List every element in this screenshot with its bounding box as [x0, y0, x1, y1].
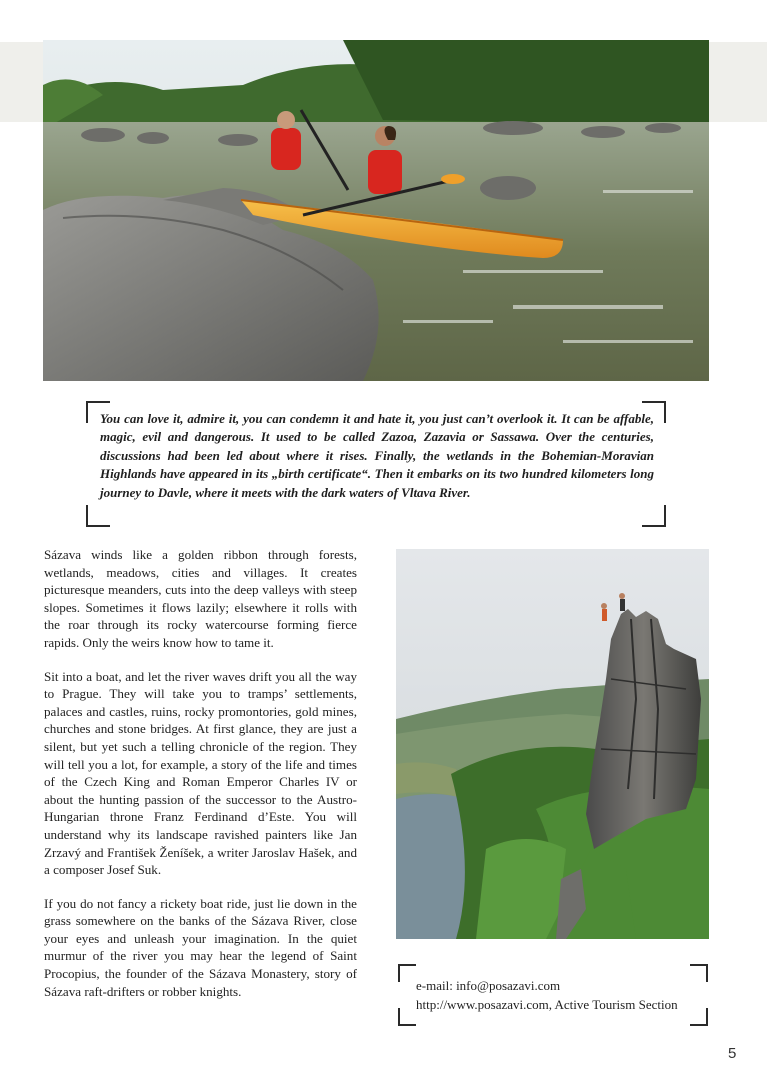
page-side-band-right [708, 42, 767, 122]
intro-quote [86, 399, 666, 529]
page-number: 5 [728, 1045, 737, 1062]
quote-bracket-bottom-right [642, 505, 666, 527]
kayak-river-photo [43, 40, 709, 381]
body-text-column [44, 546, 357, 1016]
body-paragraph-2: Sit into a boat, and let the river waves drift you all the way to Prague. They will take you to tramps’ settlements, palaces and castles, ruins, rocky promontories, gold mines, churches and stone bridges. At first glance, they are just a silent, but yet such a telling chronicle of the region. They will tell you a lot, for example, a story of the life and times of the Czech King and Roman Emperor Charles IV or about the hunting passion of the successor to the Austro-Hungarian throne Franz Ferdinand d’Este. You will understand why its landscape ravished painters like Jan Zrzavý and František Ženíšek, a writer Jaroslav Hašek, and a composer Josef Suk. [44, 668, 357, 878]
quote-bracket-bottom-left [86, 505, 110, 527]
rock-climbing-valley-photo [396, 549, 709, 939]
body-paragraph-1: Sázava winds like a golden ribbon through forests, wetlands, meadows, cities and villages. It creates picturesque meanders, cuts into the deep valleys with steep slopes. Sometimes it flows lazily; elsewhere it rolls with the roar through its rocky watercourse forming fierce rapids. Only the weirs know how to tame it. [44, 547, 357, 650]
contact-bracket-bottom-left [398, 1008, 416, 1026]
contact-website[interactable]: http://www.posazavi.com, Active Tourism Section [416, 997, 678, 1012]
contact-bracket-top-left [398, 964, 416, 982]
contact-info [398, 962, 708, 1028]
body-paragraph-3: If you do not fancy a rickety boat ride, just lie down in the grass somewhere on the banks of the Sázava River, close your eyes and unleash your imagination. In the quiet murmur of the river you may hear the legend of Saint Procopius, the founder of the Sázava Monastery, story of Sázava raft-drifters or robber knights. [44, 895, 357, 999]
page-side-band-left [0, 42, 43, 122]
page-top-margin [0, 0, 767, 42]
quote-text: You can love it, admire it, you can condemn it and hate it, you just can’t overlook it. It can be affable, magic, evil and dangerous. It used to be called Zazoa, Zazavia or Sassawa. Over the centuries, discussions had been led about where it rises. Finally, the wetlands in the Bohemian-Moravian Highlands have appeared in its „birth certificate“. Then it embarks on its two hundred kilometers long journey to Davle, where it meets with the dark waters of Vltava River. [100, 411, 654, 500]
contact-email[interactable]: e-mail: info@posazavi.com [416, 978, 561, 993]
